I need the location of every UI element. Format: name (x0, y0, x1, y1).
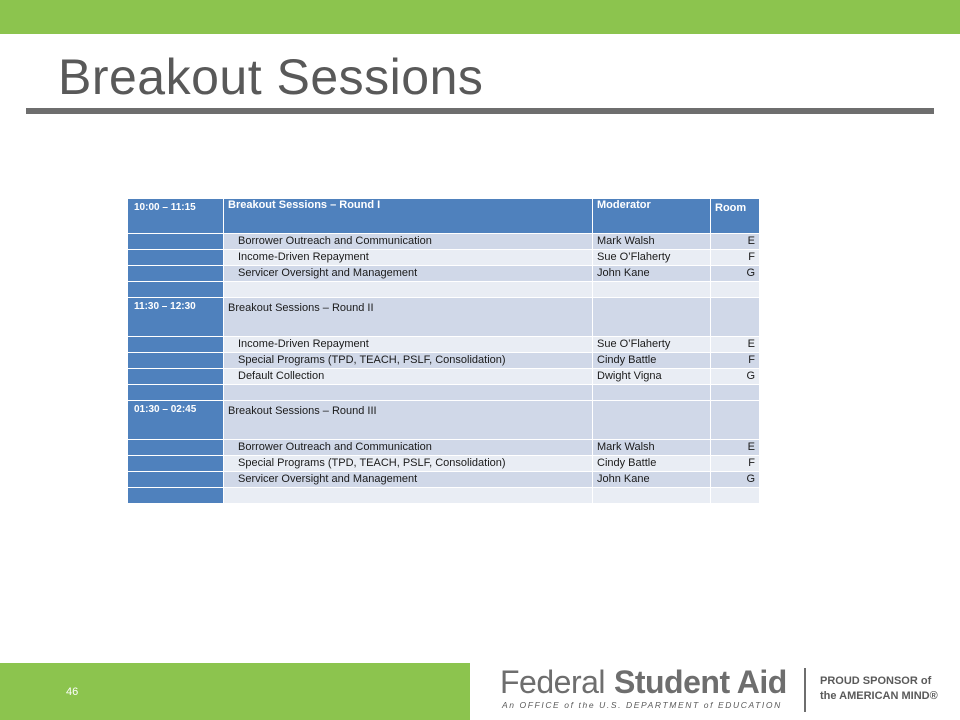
time-cell: 01:30 – 02:45 (128, 401, 224, 440)
session-cell: Income-Driven Repayment (224, 337, 593, 353)
section-row (128, 298, 760, 337)
table-row (128, 250, 760, 266)
room-cell: F (711, 456, 760, 472)
session-cell: Special Programs (TPD, TEACH, PSLF, Consolidation) (224, 456, 593, 472)
moderator-cell: John Kane (593, 266, 711, 282)
table-row (128, 472, 760, 488)
session-cell: Default Collection (224, 369, 593, 385)
header-session: Breakout Sessions – Round I (224, 199, 593, 234)
section-row (128, 401, 760, 440)
room-cell: F (711, 353, 760, 369)
session-cell: Borrower Outreach and Communication (224, 234, 593, 250)
schedule-table (127, 198, 760, 504)
moderator-cell: Mark Walsh (593, 440, 711, 456)
moderator-cell: Dwight Vigna (593, 369, 711, 385)
time-cell: 11:30 – 12:30 (128, 298, 224, 337)
logo-subtitle: An OFFICE of the U.S. DEPARTMENT of EDUCATION (502, 700, 782, 710)
moderator-cell: Sue O’Flaherty (593, 250, 711, 266)
logo-brand-regular: Federal (500, 664, 605, 700)
table-row (128, 456, 760, 472)
moderator-cell: Cindy Battle (593, 456, 711, 472)
table-row (128, 369, 760, 385)
table-row (128, 440, 760, 456)
logo-divider (804, 668, 806, 712)
table-row (128, 337, 760, 353)
header-moderator: Moderator (593, 199, 711, 234)
room-cell: G (711, 266, 760, 282)
sponsor-line-1: PROUD SPONSOR of (820, 675, 932, 687)
table-header-row (128, 199, 760, 234)
moderator-cell: Sue O’Flaherty (593, 337, 711, 353)
federal-student-aid-logo (500, 664, 950, 716)
table-row (128, 234, 760, 250)
table-row (128, 266, 760, 282)
moderator-cell: Cindy Battle (593, 353, 711, 369)
session-cell: Income-Driven Repayment (224, 250, 593, 266)
room-cell: G (711, 472, 760, 488)
sponsor-line-2: the AMERICAN MIND® (820, 690, 938, 702)
session-cell: Servicer Oversight and Management (224, 266, 593, 282)
session-cell: Servicer Oversight and Management (224, 472, 593, 488)
room-cell: F (711, 250, 760, 266)
moderator-cell: Mark Walsh (593, 234, 711, 250)
page-number: 46 (66, 686, 79, 698)
moderator-cell: John Kane (593, 472, 711, 488)
session-cell: Special Programs (TPD, TEACH, PSLF, Consolidation) (224, 353, 593, 369)
room-cell: E (711, 337, 760, 353)
title-underline (26, 108, 934, 114)
header-room: Room (711, 199, 760, 234)
room-cell: E (711, 440, 760, 456)
table-row-empty (128, 282, 760, 298)
section-title: Breakout Sessions – Round III (224, 401, 593, 440)
top-accent-bar (0, 0, 960, 34)
room-cell: G (711, 369, 760, 385)
table-row (128, 353, 760, 369)
header-time: 10:00 – 11:15 (128, 199, 224, 234)
session-cell: Borrower Outreach and Communication (224, 440, 593, 456)
table-row-empty (128, 385, 760, 401)
table-row-empty (128, 488, 760, 504)
logo-brand-bold: Student Aid (614, 664, 787, 700)
page-title: Breakout Sessions (58, 49, 484, 105)
room-cell: E (711, 234, 760, 250)
section-title: Breakout Sessions – Round II (224, 298, 593, 337)
